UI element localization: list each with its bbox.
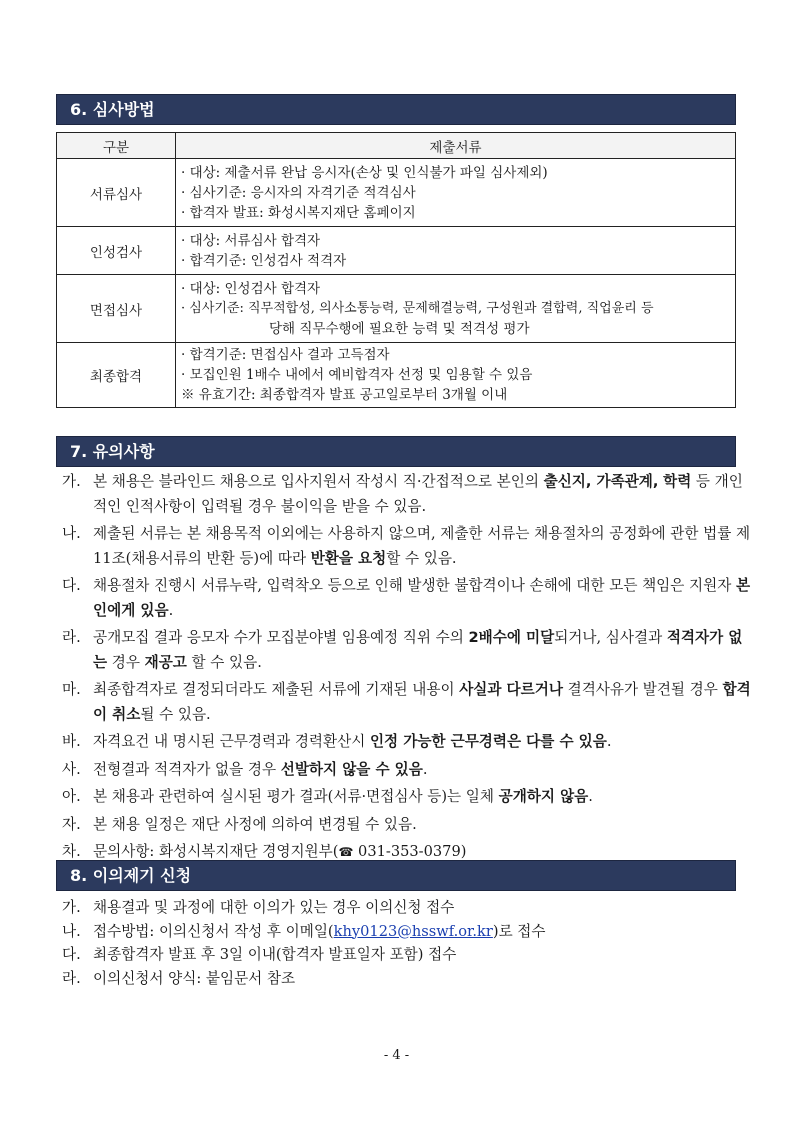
detail-line: · 합격기준: 인성검사 적격자: [181, 252, 347, 269]
row-category: 서류심사: [57, 159, 176, 227]
item-text: [93, 920, 752, 944]
detail-line: · 합격기준: 면접심사 결과 고득점자: [181, 347, 390, 363]
text-run: 접수방법: 이의신청서 작성 후 이메일(: [93, 922, 334, 940]
text-run: 본 채용은 블라인드 채용으로 입사지원서 작성시 직·간접적으로 본인의: [93, 473, 544, 490]
text-run: .: [422, 760, 428, 778]
item-marker: 차.: [62, 843, 81, 860]
text-run: 채용절차 진행시 서류누락, 입력착오 등으로 인해 발생한 불합격이나 손해에 대한 모든 책임은 지원자: [93, 577, 736, 594]
item-marker: 아.: [62, 788, 81, 805]
text-run: .: [588, 788, 593, 805]
item-marker: 가.: [62, 899, 81, 916]
text-run: 문의사항: 화성시복지재단 경영지원부(: [93, 843, 339, 860]
text-run: 될 수 있음.: [140, 705, 211, 723]
item-marker: 가.: [62, 473, 81, 490]
list-item: [62, 943, 752, 967]
page-number: - 4 -: [383, 1048, 410, 1063]
row-category: 최종합격: [57, 343, 176, 408]
item-marker: 라.: [62, 969, 81, 987]
emphasis-text: 본인에게 있음: [93, 577, 751, 619]
row-details: [176, 227, 736, 275]
item-marker: 자.: [62, 815, 81, 833]
objection-list: [62, 896, 752, 990]
detail-line: · 대상: 제출서류 완납 응시자(손상 및 인식불가 파일 심사제외): [181, 164, 548, 181]
row-details: [176, 159, 736, 227]
item-text: [93, 730, 752, 755]
item-text: [93, 626, 752, 675]
table-row: [57, 275, 736, 343]
item-text: 최종합격자 발표 후 3일 이내(합격자 발표일자 포함) 접수: [93, 946, 457, 963]
emphasis-text: 재공고: [144, 653, 187, 671]
text-run: 공개모집 결과 응모자 수가 모집분야별 임용예정 직위 수의: [93, 629, 469, 646]
text-run: 등 개인적인 인적사항이 입력될 경우 불이익을 받을 수 있음.: [93, 473, 743, 515]
list-item: [62, 730, 752, 755]
emphasis-text: 2배수에 미달: [468, 629, 555, 646]
item-marker: 사.: [62, 760, 81, 778]
list-item: [62, 896, 752, 920]
list-item: [62, 626, 752, 675]
item-text: [93, 678, 752, 727]
list-item: [62, 522, 752, 571]
row-category: 면접심사: [57, 275, 176, 343]
text-run: 제출된 서류는 본 채용목적 이외에는 사용하지 않으며, 제출한 서류는 채용절차의 공정화에 관한 법률 제11조(채용서류의 반환 등)에 따라: [93, 525, 751, 567]
text-run: 전형결과 적격자가 없을 경우: [93, 760, 281, 778]
detail-line: · 대상: 인성검사 합격자: [181, 280, 321, 297]
text-run: 경우: [107, 653, 145, 671]
text-run: 되거나, 심사결과: [554, 629, 667, 646]
detail-line: · 모집인원 1배수 내에서 예비합격자 선정 및 임용할 수 있음: [181, 367, 533, 383]
emphasis-text: 공개하지 않음: [498, 788, 589, 805]
text-run: 할 수 있음.: [186, 653, 262, 671]
item-text: 이의신청서 양식: 붙임문서 참조: [93, 969, 296, 987]
detail-line: · 심사기준: 응시자의 자격기준 적격심사: [181, 184, 416, 201]
item-marker: 마.: [62, 681, 81, 698]
text-run: 결격사유가 발견될 경우: [562, 681, 723, 698]
table-header-category: 구분: [57, 133, 176, 159]
text-run: .: [168, 601, 174, 619]
section-8-header: 8. 이의제기 신청: [56, 860, 736, 891]
list-item: [62, 920, 752, 944]
detail-line: ※ 유효기간: 최종합격자 발표 공고일로부터 3개월 이내: [181, 387, 508, 403]
email-link[interactable]: khy0123@hsswf.or.kr: [333, 922, 493, 940]
section-7-header: 7. 유의사항: [56, 436, 736, 467]
list-item: [62, 470, 752, 519]
item-text: 채용결과 및 과정에 대한 이의가 있는 경우 이의신청 접수: [93, 899, 455, 916]
phone-icon: ☎: [338, 845, 354, 859]
text-run: 본 채용 일정은 재단 사정에 의하여 변경될 수 있음.: [93, 815, 417, 833]
emphasis-text: 인정 가능한 근무경력은 다를 수 있음: [369, 733, 607, 750]
item-marker: 바.: [62, 733, 81, 750]
detail-line: · 합격자 발표: 화성시복지재단 홈페이지: [181, 204, 416, 221]
list-item: [62, 678, 752, 727]
list-item: [62, 967, 752, 991]
table-header-row: [57, 133, 736, 159]
text-run: .: [606, 733, 612, 750]
text-run: )로 접수: [492, 922, 546, 940]
detail-line: · 심사기준: 직무적합성, 의사소통능력, 문제해결능력, 구성원과 결합력, 직업윤리 등: [181, 300, 654, 316]
item-marker: 나.: [62, 922, 81, 940]
item-marker: 라.: [62, 629, 81, 646]
table-row: [57, 227, 736, 275]
row-details: [176, 343, 736, 408]
item-text: [93, 470, 752, 519]
emphasis-text: 반환을 요청: [310, 549, 387, 567]
emphasis-text: 학력: [663, 473, 692, 490]
text-run: 할 수 있음.: [386, 549, 457, 567]
list-item: [62, 758, 752, 783]
item-marker: 다.: [62, 946, 81, 963]
item-text: [93, 758, 752, 783]
item-text: [93, 574, 752, 623]
item-text: [93, 813, 752, 838]
precautions-list: [62, 470, 752, 868]
list-item: [62, 813, 752, 838]
item-marker: 나.: [62, 525, 81, 542]
item-marker: 다.: [62, 577, 81, 594]
text-run: 본 채용과 관련하여 실시된 평가 결과(서류·면접심사 등)는 일체: [93, 788, 499, 805]
text-run: 031-353-0379): [353, 843, 467, 860]
emphasis-text: 합격이 취소: [93, 681, 751, 723]
table-row: [57, 343, 736, 408]
table-row: [57, 159, 736, 227]
text-run: 최종합격자로 결정되더라도 제출된 서류에 기재된 내용이: [93, 681, 460, 698]
list-item: [62, 785, 752, 810]
text-run: 자격요건 내 명시된 근무경력과 경력환산시: [93, 733, 370, 750]
detail-line: 당해 직무수행에 필요한 능력 및 적격성 평가: [269, 320, 530, 337]
emphasis-text: 사실과 다르거나: [459, 681, 563, 698]
review-method-table: [56, 132, 736, 408]
detail-line: · 대상: 서류심사 합격자: [181, 232, 321, 249]
table-header-documents: 제출서류: [176, 133, 736, 159]
item-text: [93, 785, 752, 810]
list-item: [62, 574, 752, 623]
row-details: [176, 275, 736, 343]
row-category: 인성검사: [57, 227, 176, 275]
section-6-header: 6. 심사방법: [56, 94, 736, 125]
item-text: [93, 522, 752, 571]
emphasis-text: 출신지, 가족관계,: [543, 473, 659, 490]
emphasis-text: 적격자가 없는: [93, 629, 743, 671]
emphasis-text: 선발하지 않을 수 있음: [280, 760, 423, 778]
